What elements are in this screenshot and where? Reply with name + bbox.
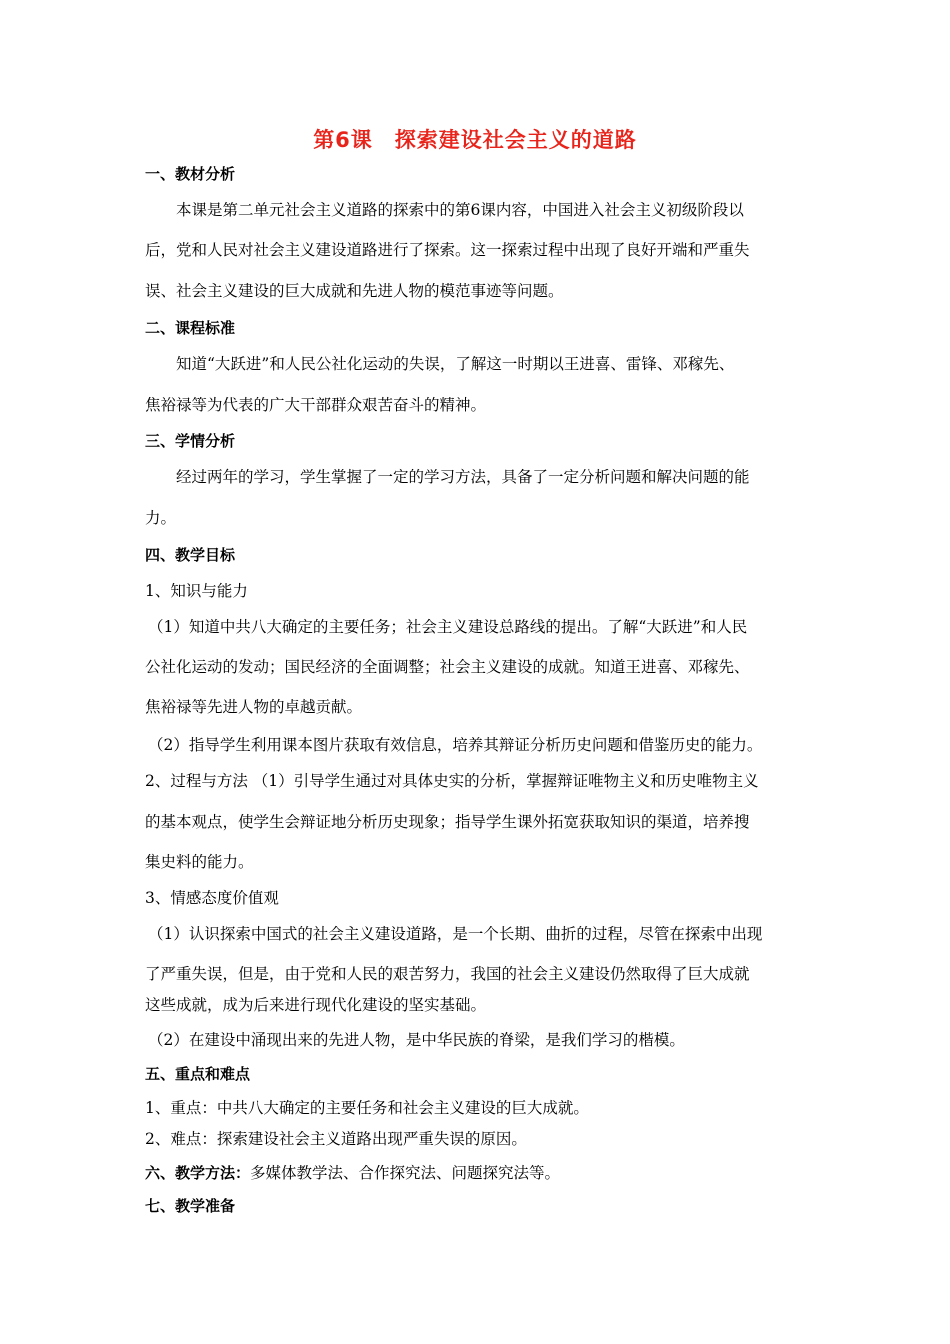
paragraph-line: 这些成就，成为后来进行现代化建设的坚实基础。 xyxy=(145,996,487,1014)
section-methods-line xyxy=(145,1163,810,1183)
paragraph-line: 公社化运动的发动；国民经济的全面调整；社会主义建设的成就。知道王进喜、邓稼先、 xyxy=(145,658,750,676)
paragraph-line: 误、社会主义建设的巨大成就和先进人物的模范事迹等问题。 xyxy=(145,282,564,300)
section-heading-standards: 二、课程标准 xyxy=(145,319,236,337)
paragraph-line: 的基本观点，使学生会辩证地分析历史现象；指导学生课外拓宽获取知识的渠道，培养搜 xyxy=(145,813,750,831)
paragraph-line: （1）认识探索中国式的社会主义建设道路，是一个长期、曲折的过程，尽管在探索中出现 xyxy=(148,925,763,943)
section-heading-students: 三、学情分析 xyxy=(145,432,236,450)
paragraph-line: 2、难点：探索建设社会主义道路出现严重失误的原因。 xyxy=(145,1130,527,1148)
subheading-values: 3、情感态度价值观 xyxy=(145,889,279,907)
section-heading-materials: 一、教材分析 xyxy=(145,165,236,183)
section-heading-preparation: 七、教学准备 xyxy=(145,1197,236,1215)
subheading-knowledge: 1、知识与能力 xyxy=(145,582,248,600)
paragraph-line: 经过两年的学习，学生掌握了一定的学习方法，具备了一定分析问题和解决问题的能 xyxy=(176,468,750,486)
lesson-title: 第6课 探索建设社会主义的道路 xyxy=(313,128,637,152)
methods-value: 多媒体教学法、合作探究法、问题探究法等。 xyxy=(250,1164,561,1182)
paragraph-line: （1）知道中共八大确定的主要任务；社会主义建设总路线的提出。了解“大跃进”和人民 xyxy=(148,618,748,636)
section-heading-key-points: 五、重点和难点 xyxy=(145,1065,251,1083)
paragraph-line: 知道“大跃进”和人民公社化运动的失误，了解这一时期以王进喜、雷锋、邓稼先、 xyxy=(176,355,735,373)
paragraph-line: 1、重点：中共八大确定的主要任务和社会主义建设的巨大成就。 xyxy=(145,1099,589,1117)
paragraph-line: 后，党和人民对社会主义建设道路进行了探索。这一探索过程中出现了良好开端和严重失 xyxy=(145,241,750,259)
section-heading-methods: 六、教学方法： xyxy=(145,1164,251,1182)
paragraph-line: 力。 xyxy=(145,509,177,527)
paragraph-line: （2）指导学生利用课本图片获取有效信息，培养其辩证分析历史问题和借鉴历史的能力。 xyxy=(148,736,763,754)
paragraph-line: 焦裕禄等为代表的广大干部群众艰苦奋斗的精神。 xyxy=(145,396,487,414)
paragraph-line: 了严重失误，但是，由于党和人民的艰苦努力，我国的社会主义建设仍然取得了巨大成就 xyxy=(145,965,750,983)
paragraph-line: 本课是第二单元社会主义道路的探索中的第6课内容，中国进入社会主义初级阶段以 xyxy=(176,201,744,219)
paragraph-line: 集史料的能力。 xyxy=(145,853,254,871)
section-heading-objectives: 四、教学目标 xyxy=(145,546,236,564)
paragraph-line: （2）在建设中涌现出来的先进人物，是中华民族的脊梁，是我们学习的楷模。 xyxy=(148,1031,685,1049)
paragraph-line: 2、过程与方法 （1）引导学生通过对具体史实的分析，掌握辩证唯物主义和历史唯物主义 xyxy=(145,772,759,790)
paragraph-line: 焦裕禄等先进人物的卓越贡献。 xyxy=(145,698,363,716)
